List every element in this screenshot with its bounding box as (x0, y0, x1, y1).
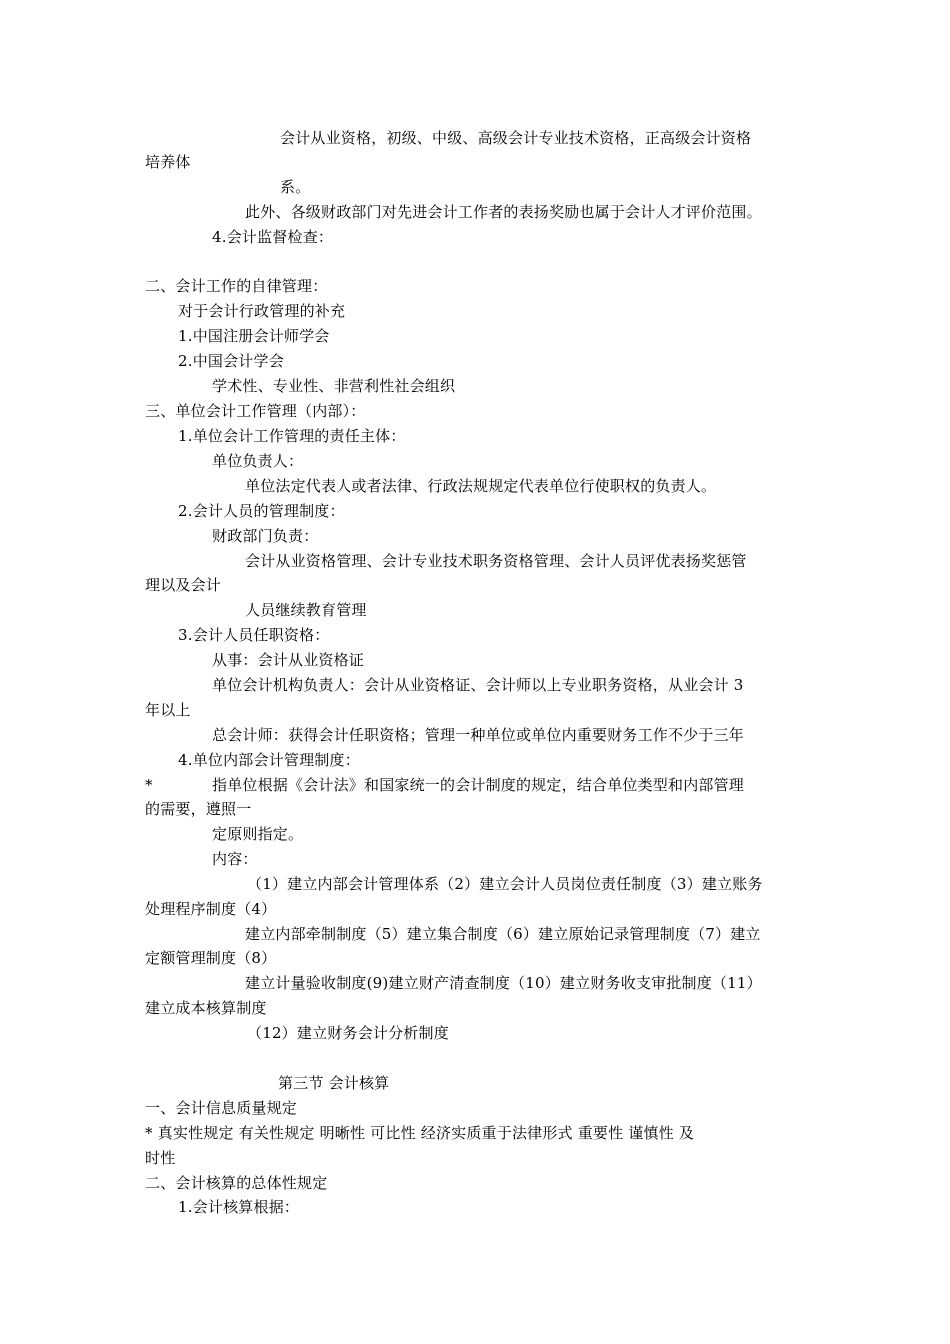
section-heading: 二、会计工作的自律管理： (145, 277, 328, 295)
text-line: 内容： (212, 850, 258, 868)
section-heading: 二、会计核算的总体性规定 (145, 1174, 328, 1192)
text-line: 会计从业资格管理、会计专业技术职务资格管理、会计人员评优表扬奖惩管 (245, 552, 747, 570)
text-line: 建立计量验收制度(9)建立财产清查制度（10）建立财务收支审批制度（11） (245, 974, 762, 992)
text-line: 1.单位会计工作管理的责任主体： (178, 427, 406, 445)
text-line: 定原则指定。 (212, 825, 304, 843)
section-heading: 三、单位会计工作管理（内部）： (145, 402, 366, 420)
text-line: 1.会计核算根据： (178, 1198, 300, 1216)
text-line: 2.会计人员的管理制度： (178, 502, 345, 520)
text-line: 会计从业资格，初级、中级、高级会计专业技术资格，正高级会计资格 (280, 129, 752, 147)
text-line: 系。 (280, 178, 311, 196)
text-line: * 真实性规定 有关性规定 明晰性 可比性 经济实质重于法律形式 重要性 谨慎性 及 (145, 1124, 695, 1142)
text-line: 从事：会计从业资格证 (212, 651, 365, 669)
text-line: 2.中国会计学会 (178, 352, 284, 370)
text-line: 人员继续教育管理 (245, 601, 367, 619)
text-line: 4.会计监督检查： (212, 228, 334, 246)
text-line: 年以上 (145, 701, 191, 719)
text-line: 总会计师：获得会计任职资格；管理一种单位或单位内重要财务工作不少于三年 (212, 726, 745, 744)
text-line: 此外、各级财政部门对先进会计工作者的表扬奖励也属于会计人才评价范围。 (245, 203, 762, 221)
text-line: 单位会计机构负责人：会计从业资格证、会计师以上专业职务资格，从业会计 3 (212, 676, 744, 694)
text-line: 3.会计人员任职资格： (178, 626, 330, 644)
text-line: 的需要，遵照一 (145, 800, 252, 818)
text-line: （1）建立内部会计管理体系（2）建立会计人员岗位责任制度（3）建立账务 (247, 875, 763, 893)
chapter-title: 第三节 会计核算 (278, 1074, 390, 1092)
text-line: 单位负责人： (212, 452, 304, 470)
text-line: 理以及会计 (145, 576, 222, 594)
text-line: 1.中国注册会计师学会 (178, 327, 330, 345)
text-line: 单位法定代表人或者法律、行政法规规定代表单位行使职权的负责人。 (245, 477, 717, 495)
section-heading: 一、会计信息质量规定 (145, 1099, 298, 1117)
text-line: 定额管理制度（8） (145, 949, 277, 967)
text-line: 4.单位内部会计管理制度： (178, 751, 360, 769)
text-line: 财政部门负责： (212, 527, 319, 545)
bullet-marker: * (145, 776, 153, 794)
text-line: 处理程序制度（4） (145, 900, 277, 918)
text-line: 建立内部牵制制度（5）建立集合制度（6）建立原始记录管理制度（7）建立 (245, 925, 761, 943)
text-line: 学术性、专业性、非营利性社会组织 (212, 377, 456, 395)
text-line: 时性 (145, 1149, 176, 1167)
text-line: 培养体 (145, 153, 191, 171)
text-line: 对于会计行政管理的补充 (178, 302, 346, 320)
text-line: 指单位根据《会计法》和国家统一的会计制度的规定，结合单位类型和内部管理 (212, 776, 745, 794)
text-line: 建立成本核算制度 (145, 999, 267, 1017)
text-line: （12）建立财务会计分析制度 (247, 1024, 449, 1042)
